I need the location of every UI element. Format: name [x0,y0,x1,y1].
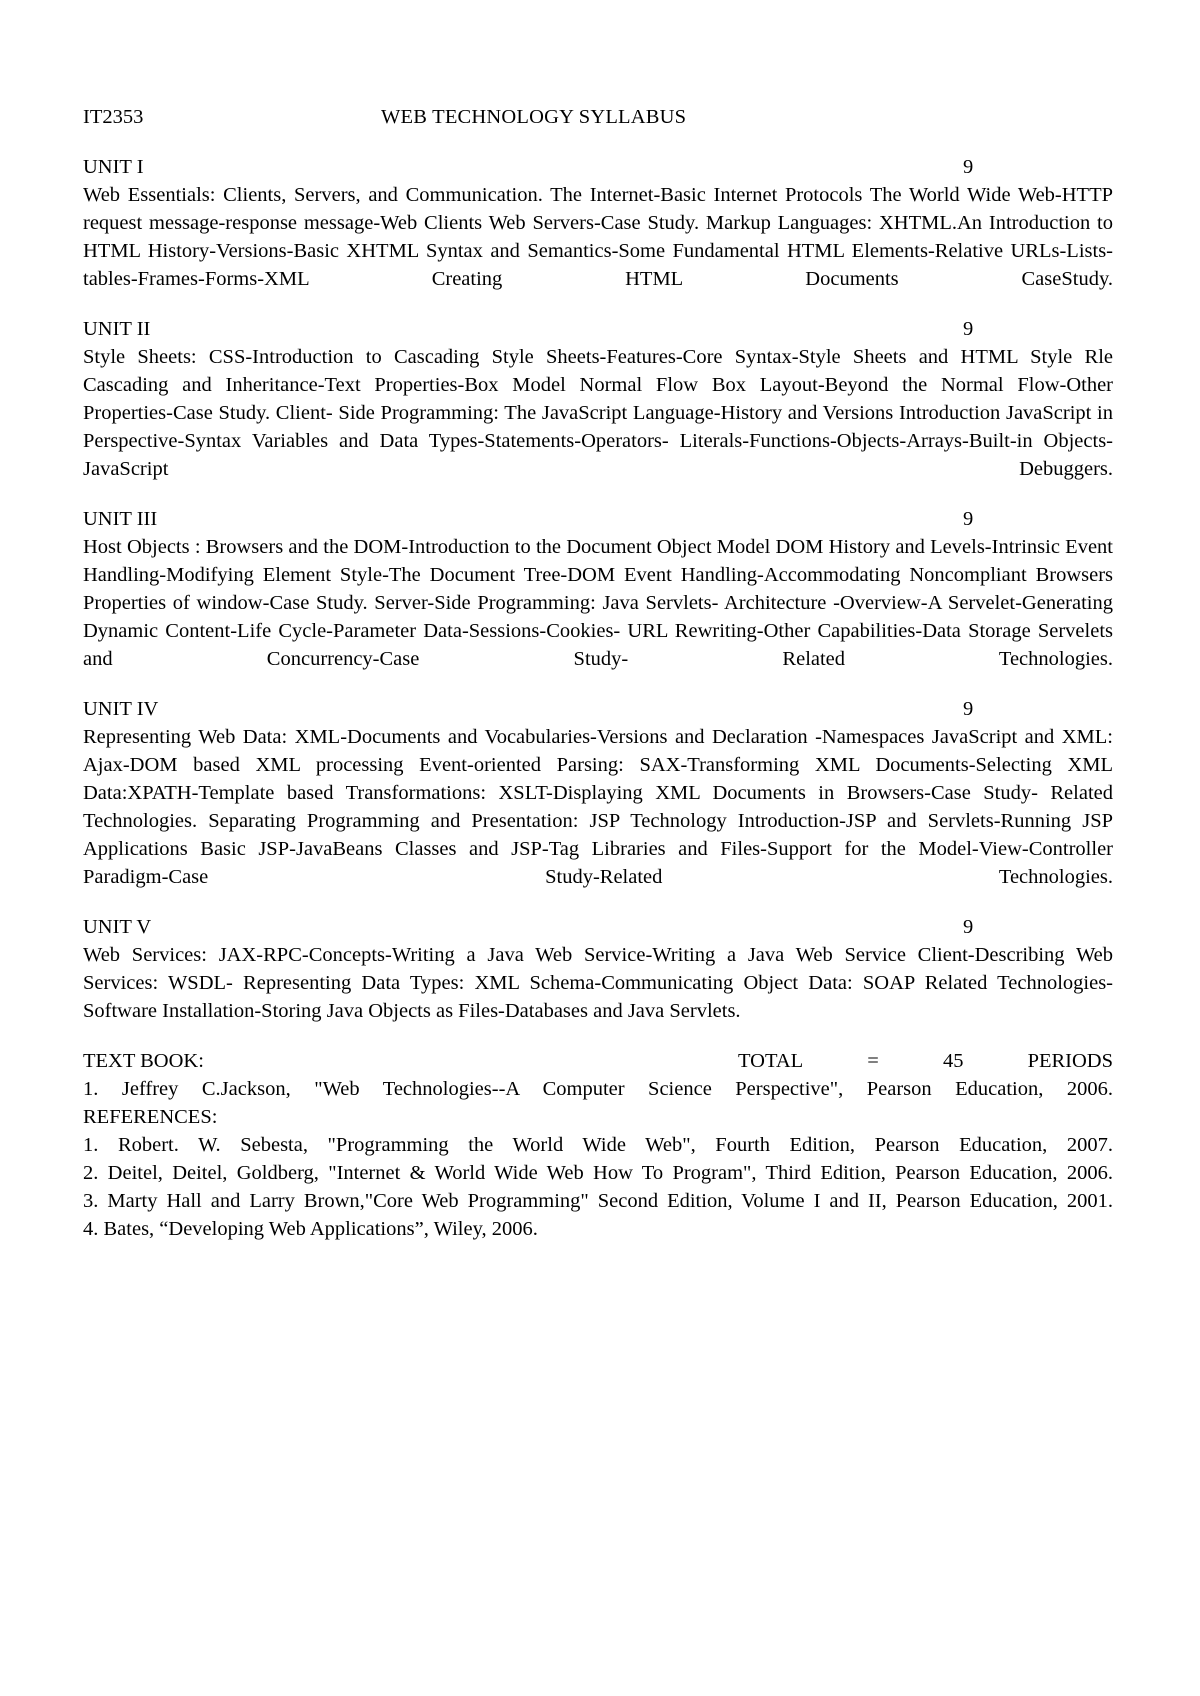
unit-section [83,913,1113,1025]
total-equals: = [867,1050,879,1072]
unit-hours: 9 [963,318,974,340]
total-periods [738,1047,1113,1075]
textbook-item: 1. Jeffrey C.Jackson, "Web Technologies--A Computer Science Perspective", Pearson Education, 2006. [83,1078,1113,1100]
unit-title: UNIT I [83,156,144,178]
unit-heading [83,153,1113,181]
unit-body: Web Services: JAX-RPC-Concepts-Writing a Java Web Service-Writing a Java Web Service Client-Describing Web Services: WSDL- Representing Data Types: XML Schema-Communicating Object Data: SOAP Related Technologies-Software Installation-Storing Java Objects as Files-Databases and Java Servlets. [83,944,1113,1022]
unit-section [83,505,1113,673]
books-section [83,1047,1113,1243]
unit-heading [83,695,1113,723]
unit-heading [83,505,1113,533]
unit-title: UNIT II [83,318,151,340]
reference-item: 2. Deitel, Deitel, Goldberg, "Internet & World Wide Web How To Program", Third Edition, Pearson Education, 2006. [83,1162,1113,1184]
total-word: TOTAL [738,1050,804,1072]
reference-item: 3. Marty Hall and Larry Brown,"Core Web Programming" Second Edition, Volume I and II, Pearson Education, 2001. [83,1190,1113,1212]
syllabus-page [83,103,1113,1243]
unit-title: UNIT IV [83,698,159,720]
textbook-label: TEXT BOOK: [83,1050,204,1072]
total-value: 45 [942,1050,964,1072]
unit-body: Representing Web Data: XML-Documents and Vocabularies-Versions and Declaration -Namespaces JavaScript and XML: Ajax-DOM based XML processing Event-oriented Parsing: SAX-Transforming XML Documents-Selecting XML Data:XPATH-Template based Transformations: XSLT-Displaying XML Documents in Browsers-Case Study- Related Technologies. Separating Programming and Presentation: JSP Technology Introduction-JSP and Servlets-Running JSP Applications Basic JSP-JavaBeans Classes and JSP-Tag Libraries and Files-Support for the Model-View-Controller Paradigm-Case Study-Related Technologies. [83,726,1113,888]
unit-heading [83,913,1113,941]
unit-heading [83,315,1113,343]
unit-section [83,695,1113,891]
references-label: REFERENCES: [83,1106,218,1128]
unit-hours: 9 [963,156,974,178]
unit-body: Style Sheets: CSS-Introduction to Cascading Style Sheets-Features-Core Syntax-Style Sheets and HTML Style Rle Cascading and Inheritance-Text Properties-Box Model Normal Flow Box Layout-Beyond the Normal Flow-Other Properties-Case Study. Client- Side Programming: The JavaScript Language-History and Versions Introduction JavaScript in Perspective-Syntax Variables and Data Types-Statements-Operators- Literals-Functions-Objects-Arrays-Built-in Objects-JavaScript Debuggers. [83,346,1113,480]
total-unit: PERIODS [1027,1050,1113,1072]
unit-section [83,153,1113,293]
unit-title: UNIT III [83,508,158,530]
unit-hours: 9 [963,698,974,720]
syllabus-header [83,103,1113,131]
unit-body: Web Essentials: Clients, Servers, and Communication. The Internet-Basic Internet Protocols The World Wide Web-HTTP request message-response message-Web Clients Web Servers-Case Study. Markup Languages: XHTML.An Introduction to HTML History-Versions-Basic XHTML Syntax and Semantics-Some Fundamental HTML Elements-Relative URLs-Lists-tables-Frames-Forms-XML Creating HTML Documents CaseStudy. [83,184,1113,290]
unit-hours: 9 [963,916,974,938]
course-code: IT2353 [83,106,144,128]
reference-item: 4. Bates, “Developing Web Applications”, Wiley, 2006. [83,1218,538,1240]
unit-section [83,315,1113,483]
course-title: WEB TECHNOLOGY SYLLABUS [381,106,687,128]
unit-title: UNIT V [83,916,152,938]
textbook-heading-row [83,1047,1113,1075]
unit-hours: 9 [963,508,974,530]
unit-body: Host Objects : Browsers and the DOM-Introduction to the Document Object Model DOM History and Levels-Intrinsic Event Handling-Modifying Element Style-The Document Tree-DOM Event Handling-Accommodating Noncompliant Browsers Properties of window-Case Study. Server-Side Programming: Java Servlets- Architecture -Overview-A Servelet-Generating Dynamic Content-Life Cycle-Parameter Data-Sessions-Cookies- URL Rewriting-Other Capabilities-Data Storage Servelets and Concurrency-Case Study- Related Technologies. [83,536,1113,670]
reference-item: 1. Robert. W. Sebesta, "Programming the World Wide Web", Fourth Edition, Pearson Education, 2007. [83,1134,1113,1156]
